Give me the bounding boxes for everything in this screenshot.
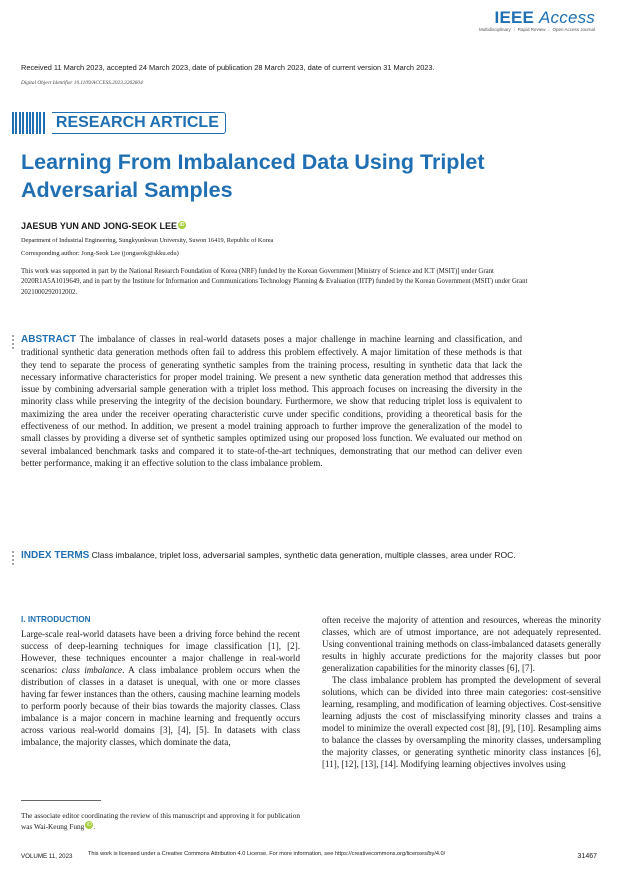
footnote-rule [21, 800, 101, 801]
barcode-decoration [12, 112, 46, 134]
paper-title: Learning From Imbalanced Data Using Triplet Adversarial Samples [21, 150, 485, 202]
publication-dates: Received 11 March 2023, accepted 24 March 2023, date of publication 28 March 2023, date of current version 31 March 2023. [21, 63, 435, 72]
article-type-banner [0, 112, 226, 134]
intro-p1-part-a: Large-scale real-world datasets have been a driving force behind the recent success of deep-learning techniques for image classification [1], [2]. However, these techniques encounter a major challenge in real-world scenarios: [21, 629, 300, 675]
orcid-icon[interactable]: iD [179, 222, 185, 228]
left-column [21, 614, 300, 748]
index-terms-heading: INDEX TERMS [21, 550, 90, 561]
journal-name-italic: Access [539, 8, 595, 27]
affiliation: Department of Industrial Engineering, Sungkyunkwan University, Suwon 16419, Republic of Korea [21, 237, 274, 244]
funding-statement: This work was supported in part by the National Research Foundation of Korea (NRF) funded by the Korean Government [Ministry of Science and ICT (MSIT)] under Grant 2020R1A5A1019649, and in part by the Institute for Information and Communications Technology Planning & Evaluation (IITP) funded by the Korean Government (MSIT) under Grant 2021000292012002. [21, 268, 528, 296]
journal-tagline: Multidisciplinary ⋮ Rapid Review ⋮ Open Access Journal [478, 27, 595, 32]
corresponding-author: Corresponding author: Jong-Seok Lee (jongseok@skku.edu) [21, 250, 179, 257]
abstract [21, 333, 522, 469]
abstract-dots-decoration [12, 335, 15, 351]
journal-logo [479, 8, 595, 33]
index-terms [21, 549, 522, 562]
intro-p1-part-b: . A class imbalance problem occurs when the distribution of classes in a dataset is unequal, with one or more classes having far fewer instances than the others, causing machine learning models to perform poorly because of their bias towards the majority classes. Class imbalance is a major concern in machine learning and frequently occurs across various real-world domains [3], [4], [5]. In datasets with class imbalance, the majority classes, which dominate the data, [21, 665, 301, 747]
intro-p1-emphasis: class imbalance [61, 665, 123, 675]
footer-license[interactable]: This work is licensed under a Creative Commons Attribution 4.0 License. For more information, see https://creativecommons.org/licenses/by/4.0/ [88, 851, 446, 857]
editor-note-text: The associate editor coordinating the review of this manuscript and approving it for publication was Wai-Keung Fung [21, 811, 300, 831]
doi: Digital Object Identifier 10.1109/ACCESS.2023.3262604 [21, 80, 143, 86]
intro-paragraph-1 [21, 628, 300, 748]
editor-orcid-icon[interactable]: iD [86, 822, 92, 828]
article-type-label: RESEARCH ARTICLE [52, 112, 226, 134]
index-terms-text: Class imbalance, triplet loss, adversarial samples, synthetic data generation, multiple classes, area under ROC. [91, 550, 516, 560]
abstract-heading: ABSTRACT [21, 334, 76, 345]
footer-volume: VOLUME 11, 2023 [21, 853, 73, 860]
footer-page-number: 31467 [577, 853, 597, 860]
authors: JAESUB YUN AND JONG-SEOK LEE [21, 221, 178, 231]
intro-paragraph-continued: often receive the majority of attention and resources, whereas the minority classes, which are of utmost importance, are not adequately represented. Using conventional training methods on class-imbalanced datasets generally results in highly accurate predictions for the majority classes but poor generalization capabilities for the minority classes [6], [7]. [322, 615, 601, 673]
editor-footnote: The associate editor coordinating the review of this manuscript and approving it for publication was Wai-Keung Fung iD . [21, 811, 300, 831]
abstract-text: The imbalance of classes in real-world datasets poses a major challenge in machine learning and classification, and traditional synthetic data generation methods often fail to address this problem effectively. A major limitation of these methods is that they tend to separate the process of generating synthetic samples from the training process, resulting in synthetic data that lack the necessary informative characteristics for proper model training. We present a new synthetic data generation method that addresses this issue by combining adversarial sample generation with a triplet loss method. This approach focuses on increasing the diversity in the minority class while preserving the integrity of the decision boundary. Furthermore, we show that reducing triplet loss is equivalent to maximizing the area under the receiver operating characteristic curve under specific conditions, providing a theoretical basis for the effectiveness of our method. In addition, we present a model training approach to further improve the generalization of the model to small classes by providing a diverse set of synthetic samples optimized using our proposed loss function. We evaluated our method on several imbalanced benchmark tasks and compared it to state-of-the-art techniques, demonstrating that our method can deliver even better performance, making it an effective solution to the class imbalance problem. [21, 334, 522, 468]
right-column [322, 614, 601, 770]
section-heading-introduction: I. INTRODUCTION [21, 615, 91, 624]
intro-paragraph-2: The class imbalance problem has prompted the development of several solutions, which can be divided into three main categories: cost-sensitive learning, resampling, and modification of learning objectives. Cost-sensitive learning adjusts the cost of misclassifying minority classes and trains a model to minimize the overall expected cost [8], [9], [10]. Resampling aims to balance the classes by oversampling the minority classes, undersampling the majority classes, or generating synthetic minority class instances [6], [11], [12], [13], [14]. Modifying learning objectives involves using [322, 675, 601, 769]
author-line [21, 221, 186, 231]
index-dots-decoration [12, 551, 15, 567]
journal-name: IEEE [494, 8, 535, 27]
